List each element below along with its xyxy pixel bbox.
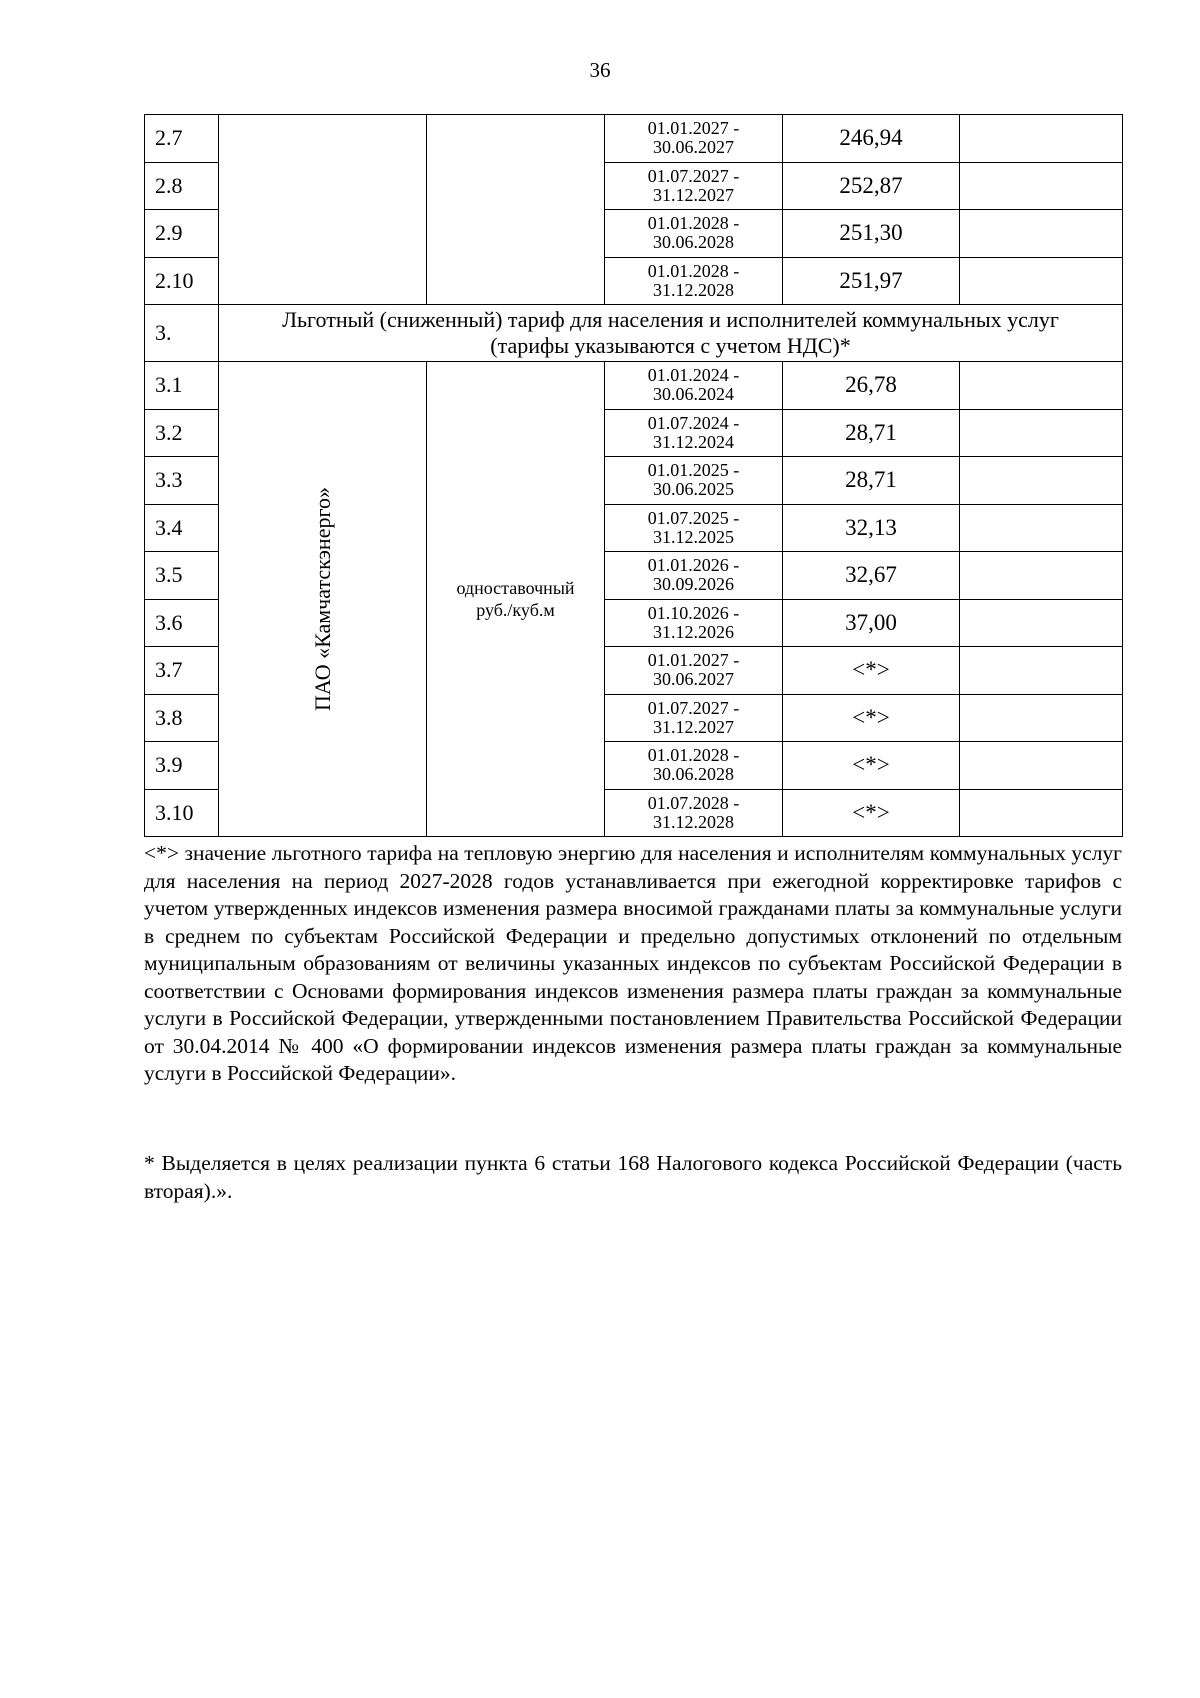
row-number: 3.1 xyxy=(145,362,219,410)
period-cell: 01.07.2025 - 31.12.2025 xyxy=(605,504,783,552)
extra-cell xyxy=(960,552,1123,600)
row-number: 3.3 xyxy=(145,457,219,505)
row-number: 3.4 xyxy=(145,504,219,552)
extra-cell xyxy=(960,789,1123,837)
tariff-value: 26,78 xyxy=(783,362,960,410)
period-cell: 01.01.2028 - 30.06.2028 xyxy=(605,742,783,790)
period-cell: 01.01.2027 - 30.06.2027 xyxy=(605,115,783,163)
tariff-value: <*> xyxy=(783,647,960,695)
extra-cell xyxy=(960,257,1123,305)
table-row xyxy=(145,115,1123,163)
organization-cell xyxy=(219,362,427,837)
tariff-value: 251,30 xyxy=(783,210,960,258)
row-number: 2.9 xyxy=(145,210,219,258)
period-cell: 01.07.2027 - 31.12.2027 xyxy=(605,162,783,210)
row-number: 3.5 xyxy=(145,552,219,600)
period-cell: 01.01.2026 - 30.09.2026 xyxy=(605,552,783,600)
row-number: 3.2 xyxy=(145,409,219,457)
tariff-type: одноставочный xyxy=(456,578,575,598)
extra-cell xyxy=(960,457,1123,505)
tariff-value: <*> xyxy=(783,694,960,742)
table-row xyxy=(145,362,1123,410)
period-cell: 01.01.2027 - 30.06.2027 xyxy=(605,647,783,695)
tariff-value: 32,67 xyxy=(783,552,960,600)
organization-name: ПАО «Камчатскэнерго» xyxy=(309,487,335,711)
preferential-tariff-note: <*> значение льготного тарифа на тепловую энергию для населения и исполнителям коммунальных услуг для населения на период 2027-2028 годов устанавливается при ежегодной корректировке тарифов с учетом утвержденных индексов изменения размера вносимой гражданами платы за коммунальные услуги в среднем по субъектам Российской Федерации и предельно допустимых отклонений по отдельным муниципальным образованиям от величины указанных индексов по субъектам Российской Федерации в соответствии с Основами формирования индексов изменения размера платы граждан за коммунальные услуги в Российской Федерации, утвержденными постановлением Правительства Российской Федерации от 30.04.2014 № 400 «О формировании индексов изменения размера платы граждан за коммунальные услуги в Российской Федерации». xyxy=(144,841,1122,1085)
tariff-value: 28,71 xyxy=(783,457,960,505)
organization-cell-empty xyxy=(219,115,427,305)
tariff-value: 252,87 xyxy=(783,162,960,210)
tariff-value: 246,94 xyxy=(783,115,960,163)
extra-cell xyxy=(960,115,1123,163)
row-number: 3.8 xyxy=(145,694,219,742)
period-cell: 01.01.2028 - 30.06.2028 xyxy=(605,210,783,258)
row-number: 3.7 xyxy=(145,647,219,695)
tariff-type-cell-empty xyxy=(427,115,605,305)
period-cell: 01.01.2025 - 30.06.2025 xyxy=(605,457,783,505)
vat-footnote: * Выделяется в целях реализации пункта 6 статьи 168 Налогового кодекса Российской Федерации (часть вторая).». xyxy=(144,1151,1122,1203)
row-number: 2.10 xyxy=(145,257,219,305)
period-cell: 01.07.2024 - 31.12.2024 xyxy=(605,409,783,457)
period-cell: 01.01.2028 - 31.12.2028 xyxy=(605,257,783,305)
row-number: 3.6 xyxy=(145,599,219,647)
extra-cell xyxy=(960,742,1123,790)
tariff-table xyxy=(144,114,1123,837)
section-title-line-1: Льготный (сниженный) тариф для населения и исполнителей коммунальных услуг xyxy=(282,307,1059,332)
tariff-value: 37,00 xyxy=(783,599,960,647)
tariff-value: 32,13 xyxy=(783,504,960,552)
section-header-row xyxy=(145,305,1123,362)
section-title-line-2: (тарифы указываются с учетом НДС)* xyxy=(490,333,851,358)
tariff-value: 251,97 xyxy=(783,257,960,305)
period-cell: 01.07.2028 - 31.12.2028 xyxy=(605,789,783,837)
tariff-unit: руб./куб.м xyxy=(476,600,555,620)
section-title xyxy=(219,305,1123,362)
period-cell: 01.01.2024 - 30.06.2024 xyxy=(605,362,783,410)
extra-cell xyxy=(960,210,1123,258)
page-number: 36 xyxy=(589,58,611,82)
row-number: 3.10 xyxy=(145,789,219,837)
period-cell: 01.07.2027 - 31.12.2027 xyxy=(605,694,783,742)
tariff-value: <*> xyxy=(783,742,960,790)
extra-cell xyxy=(960,599,1123,647)
tariff-value: <*> xyxy=(783,789,960,837)
row-number: 2.8 xyxy=(145,162,219,210)
extra-cell xyxy=(960,362,1123,410)
period-cell: 01.10.2026 - 31.12.2026 xyxy=(605,599,783,647)
row-number: 2.7 xyxy=(145,115,219,163)
extra-cell xyxy=(960,647,1123,695)
section-number: 3. xyxy=(145,305,219,362)
extra-cell xyxy=(960,409,1123,457)
extra-cell xyxy=(960,162,1123,210)
tariff-value: 28,71 xyxy=(783,409,960,457)
tariff-type-cell xyxy=(427,362,605,837)
extra-cell xyxy=(960,504,1123,552)
row-number: 3.9 xyxy=(145,742,219,790)
extra-cell xyxy=(960,694,1123,742)
